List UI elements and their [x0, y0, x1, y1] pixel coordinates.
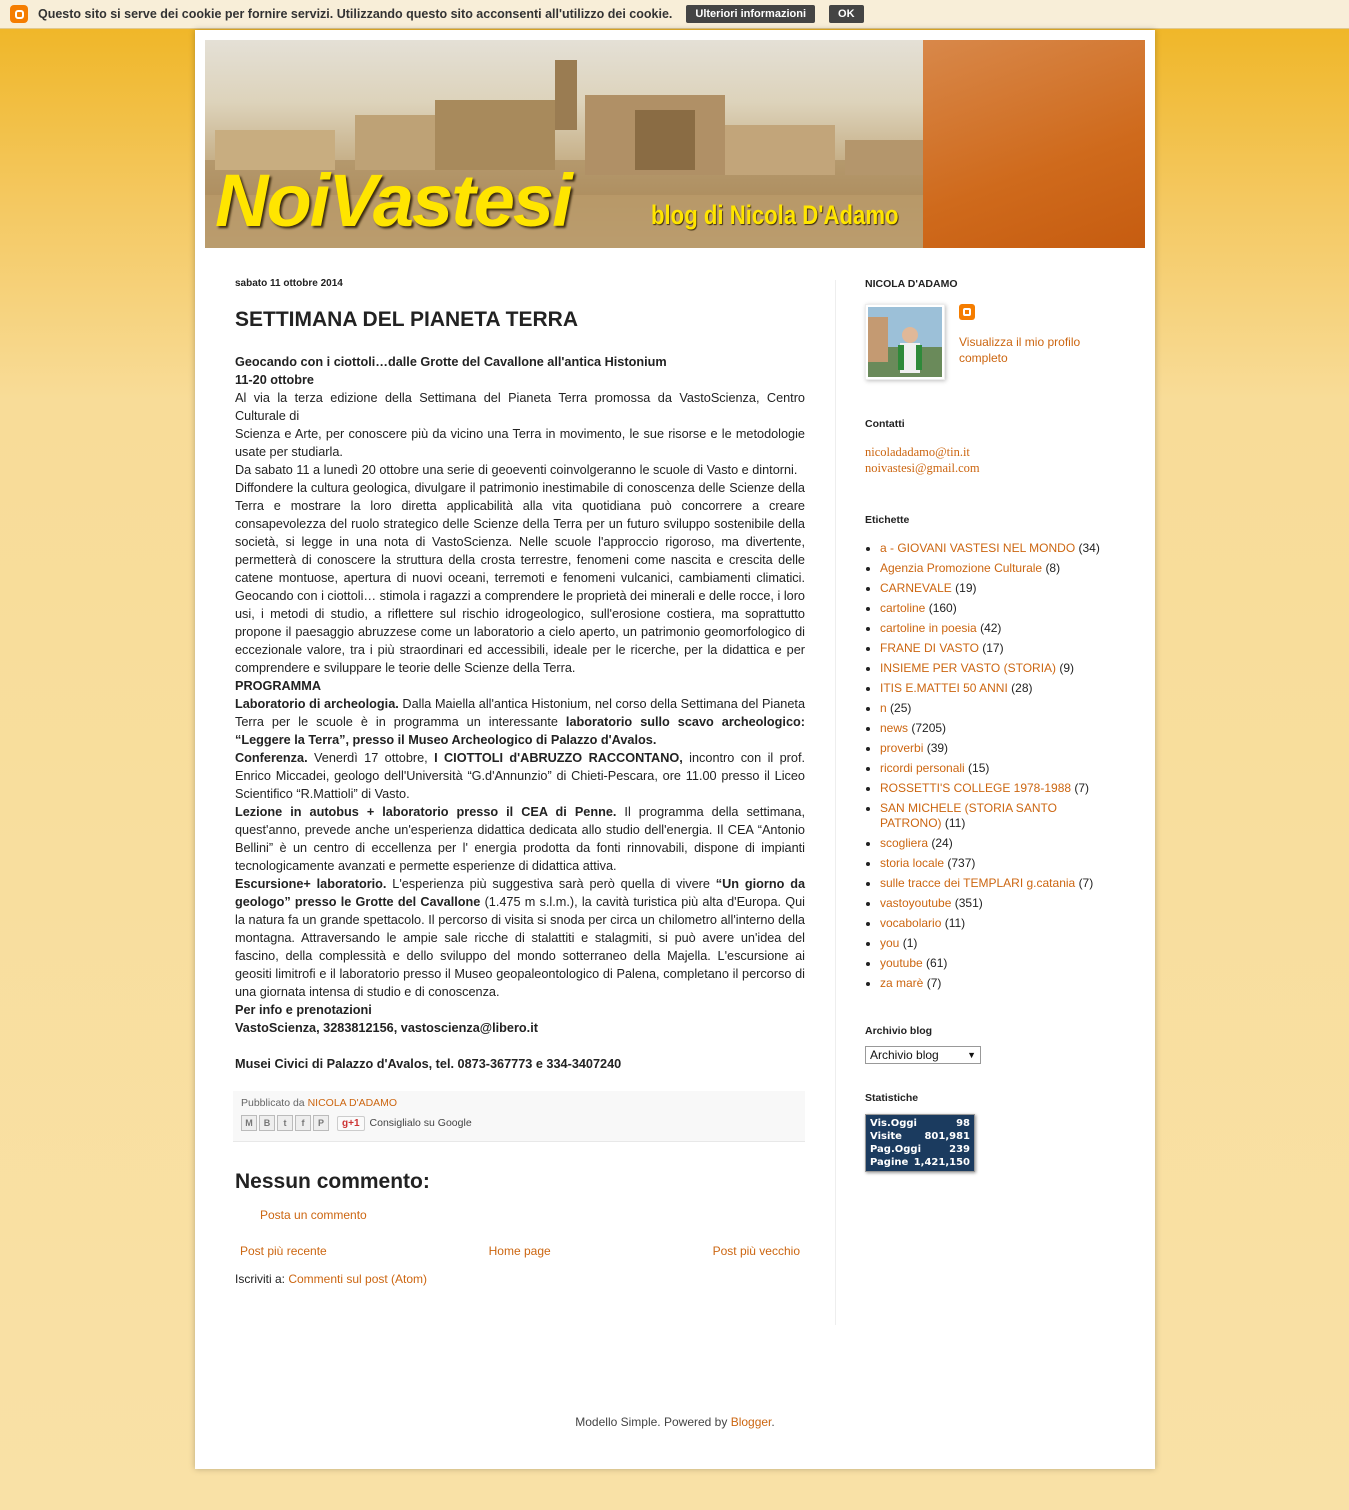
label-link[interactable]: Agenzia Promozione Culturale [880, 561, 1043, 575]
label-count: (15) [968, 761, 990, 775]
label-count: (8) [1045, 561, 1061, 575]
cookie-notice-text: Questo sito si serve dei cookie per fornire servizi. Utilizzando questo sito acconsenti all'utilizzo dei cookie. [38, 7, 673, 21]
post-dates: 11-20 ottobre [235, 373, 314, 387]
label-item [880, 541, 1115, 556]
label-count: (24) [931, 836, 953, 850]
label-link[interactable]: INSIEME PER VASTO (STORIA) [880, 661, 1057, 675]
lesson-text: Il programma della settimana, quest'anno, prevede anche un'esperienza didattica dedicata allo studio dell'energia. Il CEA “Antonio Bellini” è un centro di eccellenza per l' energia prodotta da fonti rinnovabili, dispone di impianti tecnologicamente avanzati e permette esperienze di didattica attiva. [235, 805, 805, 873]
profile-heading: NICOLA D'ADAMO [865, 278, 958, 290]
label-item [880, 741, 1115, 756]
label-count: (17) [982, 641, 1004, 655]
conference-heading: Conferenza. [235, 751, 308, 765]
lab-highlight: laboratorio sullo scavo archeologico: “Leggere la Terra”, presso il Museo Archeologico di Palazzo d'Avalos. [235, 715, 805, 747]
excursion-text: L'esperienza più suggestiva sarà però quella di vivere [386, 877, 716, 891]
stats-row [870, 1117, 970, 1130]
label-item [880, 681, 1115, 696]
label-item [880, 641, 1115, 656]
conference-text: Venerdì 17 ottobre, [307, 751, 435, 765]
label-link[interactable]: scogliera [880, 836, 929, 850]
blogger-logo-icon [10, 5, 28, 23]
contacts-widget [865, 444, 1115, 476]
stats-key: Visite [870, 1131, 902, 1142]
stats-key: Pag.Oggi [870, 1144, 922, 1155]
email-link[interactable]: nicoladadamo@tin.it [865, 445, 970, 459]
blog-title[interactable]: NoiVastesi [215, 159, 571, 242]
label-link[interactable]: proverbi [880, 741, 924, 755]
label-item [880, 936, 1115, 951]
label-link[interactable]: za marè [880, 976, 924, 990]
archive-heading: Archivio blog [865, 1025, 933, 1037]
blog-pager [235, 1244, 805, 1258]
stats-counter[interactable] [865, 1114, 975, 1172]
stats-heading: Statistiche [865, 1092, 919, 1104]
label-count: (11) [944, 916, 966, 930]
label-count: (25) [890, 701, 912, 715]
blogger-profile-icon[interactable] [959, 304, 975, 320]
blog-header-banner[interactable] [205, 40, 1145, 248]
google-plus-button[interactable]: g+1 [337, 1116, 365, 1131]
label-count: (160) [928, 601, 957, 615]
twitter-share-icon[interactable]: t [277, 1115, 293, 1131]
label-count: (19) [955, 581, 977, 595]
page-container [195, 30, 1155, 1469]
view-profile-link[interactable]: Visualizza il mio profilo completo [959, 335, 1081, 365]
stats-key: Vis.Oggi [870, 1118, 917, 1129]
author-link[interactable]: NICOLA D'ADAMO [307, 1097, 398, 1109]
stats-row [870, 1156, 970, 1169]
info-contact: VastoScienza, 3283812156, vastoscienza@libero.it [235, 1021, 538, 1035]
label-count: (42) [980, 621, 1002, 635]
label-item [880, 956, 1115, 971]
label-link[interactable]: vastoyoutube [880, 896, 952, 910]
label-link[interactable]: CARNEVALE [880, 581, 952, 595]
older-post-link[interactable]: Post più vecchio [712, 1244, 800, 1258]
label-count: (351) [954, 896, 983, 910]
cookie-bar [0, 0, 1349, 29]
lesson-heading: Lezione in autobus + laboratorio presso il CEA di Penne. [235, 805, 617, 819]
cookie-ok-button[interactable]: OK [829, 5, 864, 23]
blog-subtitle: blog di Nicola D'Adamo [651, 200, 899, 230]
label-item [880, 561, 1115, 576]
avatar[interactable] [865, 304, 945, 380]
label-count: (28) [1011, 681, 1033, 695]
conference-highlight: I CIOTTOLI d'ABRUZZO RACCONTANO, [434, 751, 683, 765]
info-heading: Per info e prenotazioni [235, 1003, 372, 1017]
stats-value: 1,421,150 [913, 1157, 970, 1168]
label-count: (9) [1059, 661, 1075, 675]
label-link[interactable]: ITIS E.MATTEI 50 ANNI [880, 681, 1008, 695]
subscribe-label: Iscriviti a: [235, 1272, 289, 1286]
program-heading: PROGRAMMA [235, 679, 321, 693]
sidebar [865, 278, 1115, 1172]
label-item [880, 896, 1115, 911]
label-count: (7) [1074, 781, 1090, 795]
post-date: sabato 11 ottobre 2014 [235, 278, 343, 289]
blogger-link[interactable]: Blogger [730, 1415, 772, 1429]
label-item [880, 836, 1115, 851]
labels-heading: Etichette [865, 514, 910, 526]
facebook-share-icon[interactable]: f [295, 1115, 311, 1131]
archive-select-value: Archivio blog [870, 1048, 939, 1062]
post-paragraph: Da sabato 11 a lunedì 20 ottobre una serie di geoeventi coinvolgeranno le scuole di Vasto e dintorni. [235, 463, 798, 477]
dropdown-arrow-icon: ▼ [967, 1050, 976, 1060]
lab-text: Dalla Maiella all'antica Histonium, nel corso della Settimana del Pianeta Terra per le scuole è in programma un interessante [235, 697, 805, 729]
post-paragraph: Al via la terza edizione della Settimana del Pianeta Terra promossa da VastoScienza, Centro Culturale di [235, 391, 805, 423]
conference-text-2: incontro con il prof. Enrico Miccadei, geologo dell'Università “G.d'Annunzio” di Chieti-Pescara, ore 11.00 presso il Liceo Scientifico “R.Mattioli” di Vasto. [235, 751, 805, 801]
cookie-more-info-button[interactable]: Ulteriori informazioni [686, 5, 815, 23]
info-museum: Musei Civici di Palazzo d'Avalos, tel. 0873-367773 e 334-3407240 [235, 1057, 622, 1071]
stats-value: 239 [949, 1144, 970, 1155]
stats-row [870, 1130, 970, 1143]
label-count: (1) [902, 936, 918, 950]
footer-credit [195, 1415, 1155, 1429]
archive-select[interactable] [865, 1046, 981, 1064]
post-paragraph: Scienza e Arte, per conoscere più da vicino una Terra in movimento, le sue risorse e le metodologie usate per studiarla. [235, 427, 805, 459]
subscribe-line [235, 1272, 805, 1286]
header-orange-panel [923, 40, 1145, 248]
stats-value: 801,981 [924, 1131, 970, 1142]
blogger-share-icon[interactable]: B [259, 1115, 275, 1131]
newer-post-link[interactable]: Post più recente [240, 1244, 327, 1258]
label-link[interactable]: news [880, 721, 909, 735]
label-count: (34) [1078, 541, 1100, 555]
label-item [880, 601, 1115, 616]
post-intro: Geocando con i ciottoli…dalle Grotte del Cavallone all'antica Histonium [235, 355, 667, 369]
contacts-heading: Contatti [865, 418, 905, 430]
subscribe-atom-link[interactable]: Commenti sul post (Atom) [288, 1272, 428, 1286]
home-page-link[interactable]: Home page [488, 1244, 551, 1258]
label-item [880, 661, 1115, 676]
post-comment-link[interactable]: Posta un commento [260, 1208, 367, 1222]
label-link[interactable]: SAN MICHELE (STORIA SANTO PATRONO) [880, 801, 1057, 830]
label-count: (11) [944, 816, 966, 830]
footer-text: Modello Simple. Powered by [575, 1415, 731, 1429]
label-item [880, 876, 1115, 891]
label-link[interactable]: storia locale [880, 856, 945, 870]
share-buttons [241, 1115, 797, 1131]
label-link[interactable]: cartoline in poesia [880, 621, 977, 635]
label-link[interactable]: ROSSETTI'S COLLEGE 1978-1988 [880, 781, 1072, 795]
published-by-label: Pubblicato da [241, 1097, 308, 1109]
email-share-icon[interactable]: M [241, 1115, 257, 1131]
label-count: (61) [926, 956, 948, 970]
excursion-text-2: (1.475 m s.l.m.), la cavità turistica più alta d'Europa. Qui la natura fa un grande spettacolo. Il percorso di visita si snoda per circa un chilometro all'interno della montagna. Attraversando le ampie sale ricche di stalattiti e stalagmiti, si può avere un'idea del fascino, della complessità e dello sviluppo del mondo sotterraneo della Majella. L'escursione ai geositi limitrofi e il laboratorio presso il Museo geopaleontologico di Palena, completano il percorso di una giornata intensa di studio e di conoscenza. [235, 895, 805, 999]
label-count: (737) [947, 856, 976, 870]
label-item [880, 916, 1115, 931]
label-link[interactable]: vocabolario [880, 916, 942, 930]
post-footer [233, 1091, 805, 1142]
label-link[interactable]: sulle tracce dei TEMPLARI g.catania [880, 876, 1076, 890]
label-item [880, 621, 1115, 636]
label-link[interactable]: youtube [880, 956, 923, 970]
label-item [880, 721, 1115, 736]
lab-heading: Laboratorio di archeologia. [235, 697, 399, 711]
label-item [880, 701, 1115, 716]
post-title: SETTIMANA DEL PIANETA TERRA [235, 308, 579, 331]
label-link[interactable]: cartoline [880, 601, 926, 615]
main-column [235, 278, 805, 1286]
column-divider [835, 280, 836, 1325]
label-link[interactable]: you [880, 936, 900, 950]
recommend-google-label: Consiglialo su Google [369, 1117, 472, 1129]
label-item [880, 761, 1115, 776]
label-item [880, 976, 1115, 991]
label-item [880, 801, 1115, 831]
labels-list [865, 541, 1115, 991]
post-body [235, 353, 805, 1073]
footer-end: . [771, 1415, 775, 1429]
profile-photo-icon [868, 307, 942, 377]
stats-key: Pagine [870, 1157, 909, 1168]
pinterest-share-icon[interactable]: P [313, 1115, 329, 1131]
label-item [880, 856, 1115, 871]
label-item [880, 581, 1115, 596]
stats-row [870, 1143, 970, 1156]
label-count: (7) [926, 976, 942, 990]
label-count: (7) [1078, 876, 1094, 890]
excursion-highlight: “Un giorno da geologo” presso le Grotte del Cavallone [235, 877, 806, 909]
profile-widget [865, 304, 1115, 380]
label-count: (7205) [911, 721, 947, 735]
email-link[interactable]: noivastesi@gmail.com [865, 461, 980, 475]
label-link[interactable]: ricordi personali [880, 761, 965, 775]
label-link[interactable]: n [880, 701, 887, 715]
label-link[interactable]: FRANE DI VASTO [880, 641, 979, 655]
label-item [880, 781, 1115, 796]
post-paragraph: Diffondere la cultura geologica, divulgare il patrimonio inestimabile di conoscenza delle Scienze della Terra e mostrare la loro diretta applicabilità alla vita quotidiana può concorrere a creare consapevolezza del ruolo strategico delle Scienze della Terra per un futuro sviluppo sostenibile della società, si legge in una nota di VastoScienza. Nelle scuole l'approccio rigoroso, ma divertente, permetterà di conoscere la struttura della crosta terrestre, fenomeni come nascita e crescita delle catene montuose, apertura di nuovi oceani, terremoti e fenomeni vulcanici, cambiamenti climatici. Geocando con i ciottoli… stimola i ragazzi a comprendere le proprietà dei minerali e delle rocce, i loro usi, i metodi di studio, a riflettere sul rischio idrogeologico, sull'erosione costiera, ma soprattutto propone il paesaggio abruzzese come un laboratorio a cielo aperto, un patrimonio geomorfologico di eccezionale valore, tra i più straordinari ed accessibili, ideale per le ricerche, per la didattica e per comprendere e sviluppare le teorie delle Scienze della Terra. [235, 481, 805, 675]
comments-heading: Nessun commento: [235, 1170, 430, 1193]
stats-value: 98 [956, 1118, 970, 1129]
label-count: (39) [926, 741, 949, 755]
label-link[interactable]: a - GIOVANI VASTESI NEL MONDO [880, 541, 1076, 555]
excursion-heading: Escursione+ laboratorio. [235, 877, 387, 891]
